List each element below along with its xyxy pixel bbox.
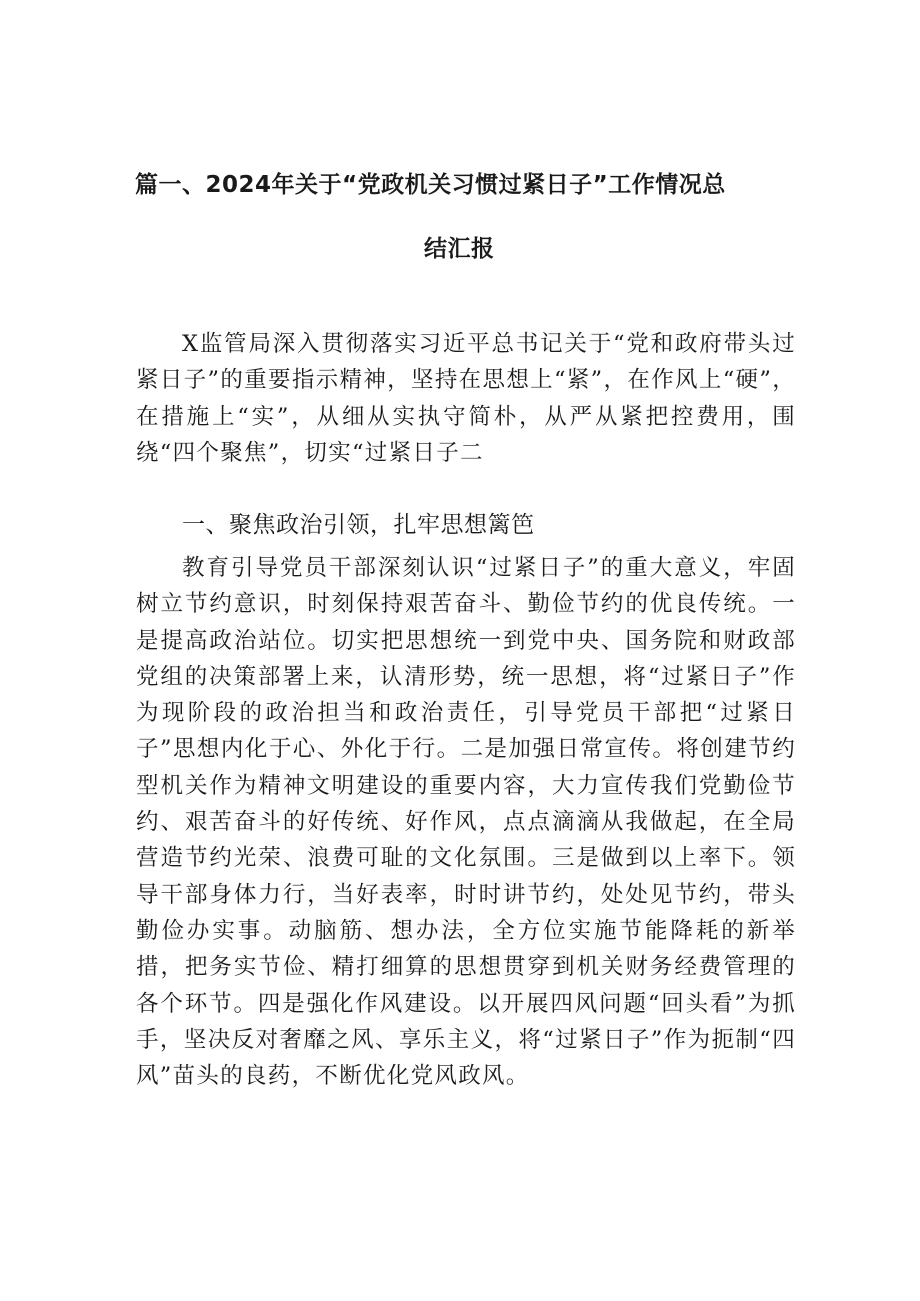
document-title-line-1: 篇一、2024年关于“党政机关习惯过紧日子”工作情况总 bbox=[135, 172, 726, 198]
section-1-heading: 一、聚焦政治引领，扎牢思想篱笆 bbox=[182, 512, 535, 538]
section-1-body-paragraph: 教育引导党员干部深刻认识“过紧日子”的重大意义，牢固树立节约意识，时刻保持艰苦奋斗、勤俭节约的优良传统。一是提高政治站位。切实把思想统一到党中央、国务院和财政部党组的决策部署上来，认清形势，统一思想，将“过紧日子”作为现阶段的政治担当和政治责任，引导党员干部把“过紧日子”思想内化于心、外化于行。二是加强日常宣传。将创建节约型机关作为精神文明建设的重要内容，大力宣传我们党勤俭节约、艰苦奋斗的好传统、好作风，点点滴滴从我做起，在全局营造节约光荣、浪费可耻的文化氛围。三是做到以上率下。领导干部身体力行，当好表率，时时讲节约，处处见节约，带头勤俭办实事。动脑筋、想办法，全方位实施节能降耗的新举措，把务实节俭、精打细算的思想贯穿到机关财务经费管理的各个环节。四是强化作风建设。以开展四风问题“回头看”为抓手，坚决反对奢靡之风、享乐主义，将“过紧日子”作为扼制“四风”苗头的良药，不断优化党风政风。 bbox=[136, 555, 796, 1090]
intro-paragraph: X监管局深入贯彻落实习近平总书记关于“党和政府带头过紧日子”的重要指示精神，坚持在思想上“紧”，在作风上“硬”，在措施上“实”，从细从实执守简朴，从严从紧把控费用，围绕“四个聚焦”，切实“过紧日子二 bbox=[136, 331, 796, 466]
document-title-line-2: 结汇报 bbox=[424, 236, 495, 262]
